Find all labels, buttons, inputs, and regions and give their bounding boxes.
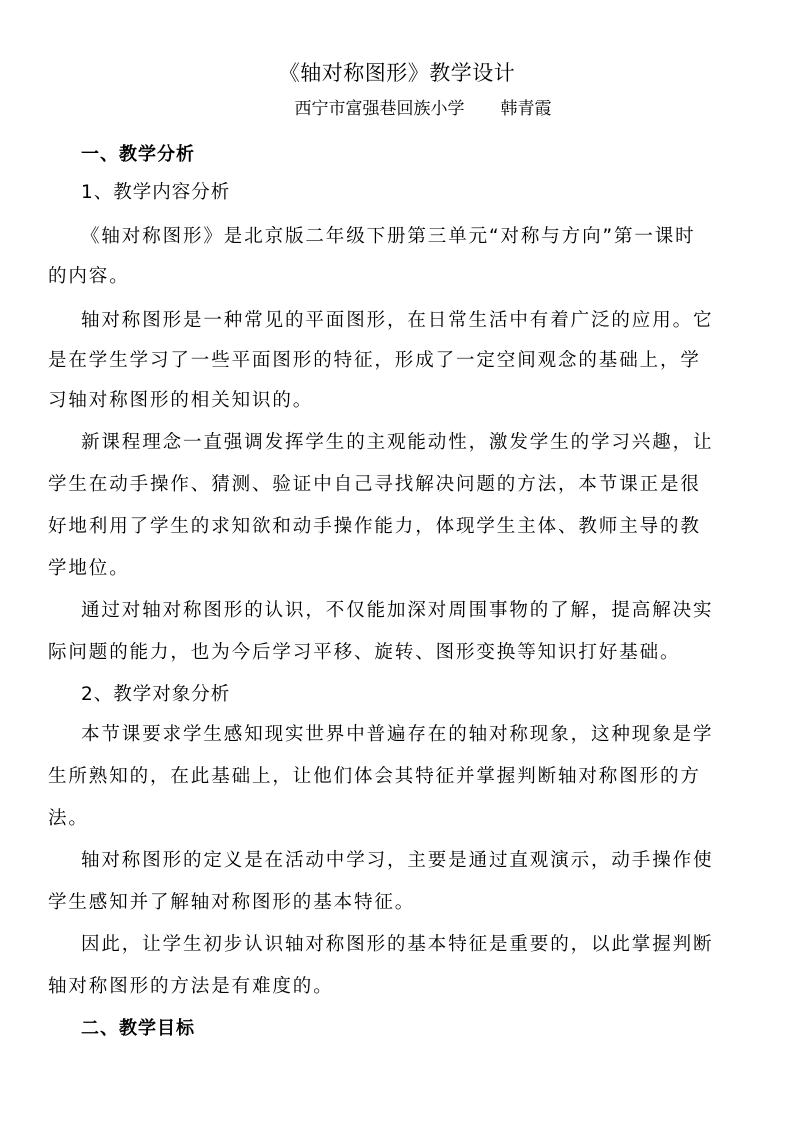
subsection-content-analysis: 1、教学内容分析 (81, 182, 231, 203)
paragraph-line: 轴对称图形的定义是在活动中学习，主要是通过直观演示，动手操作使 (81, 850, 714, 871)
paragraph-line: 本节课要求学生感知现实世界中普遍存在的轴对称现象，这种现象是学 (81, 724, 714, 745)
paragraph-line: 的内容。 (48, 266, 130, 287)
author-school: 西宁市富强巷回族小学 (294, 99, 465, 119)
section-heading-analysis: 一、教学分析 (81, 144, 195, 165)
paragraph-line: 学生感知并了解轴对称图形的基本特征。 (48, 892, 416, 913)
paragraph-line: 习轴对称图形的相关知识的。 (48, 390, 314, 411)
paragraph-line: 轴对称图形是一种常见的平面图形，在日常生活中有着广泛的应用。它 (81, 310, 714, 331)
paragraph-line: 际问题的能力，也为今后学习平移、旋转、图形变换等知识打好基础。 (48, 642, 681, 663)
document-title: 《轴对称图形》教学设计 (278, 61, 516, 85)
paragraph-line: 《轴对称图形》是北京版二年级下册第三单元“对称与方向”第一课时 (81, 226, 696, 247)
paragraph-line: 轴对称图形的方法是有难度的。 (48, 976, 334, 997)
paragraph-line: 新课程理念一直强调发挥学生的主观能动性，激发学生的学习兴趣，让 (81, 432, 714, 453)
paragraph-line: 通过对轴对称图形的认识，不仅能加深对周围事物的了解，提高解决实 (81, 600, 714, 621)
paragraph-line: 是在学生学习了一些平面图形的特征，形成了一定空间观念的基础上，学 (48, 350, 701, 371)
paragraph-line: 法。 (48, 808, 89, 829)
subsection-student-analysis: 2、教学对象分析 (81, 684, 231, 705)
paragraph-line: 生所熟知的，在此基础上，让他们体会其特征并掌握判断轴对称图形的方 (48, 766, 701, 787)
author-name: 韩青霞 (500, 99, 552, 119)
section-heading-objectives: 二、教学目标 (81, 1018, 195, 1039)
paragraph-line: 因此，让学生初步认识轴对称图形的基本特征是重要的，以此掌握判断 (81, 934, 714, 955)
paragraph-line: 学地位。 (48, 558, 130, 579)
paragraph-line: 学生在动手操作、猜测、验证中自己寻找解决问题的方法，本节课正是很 (48, 474, 701, 495)
author-line (0, 95, 794, 123)
paragraph-line: 好地利用了学生的求知欲和动手操作能力，体现学生主体、教师主导的教 (48, 516, 701, 537)
